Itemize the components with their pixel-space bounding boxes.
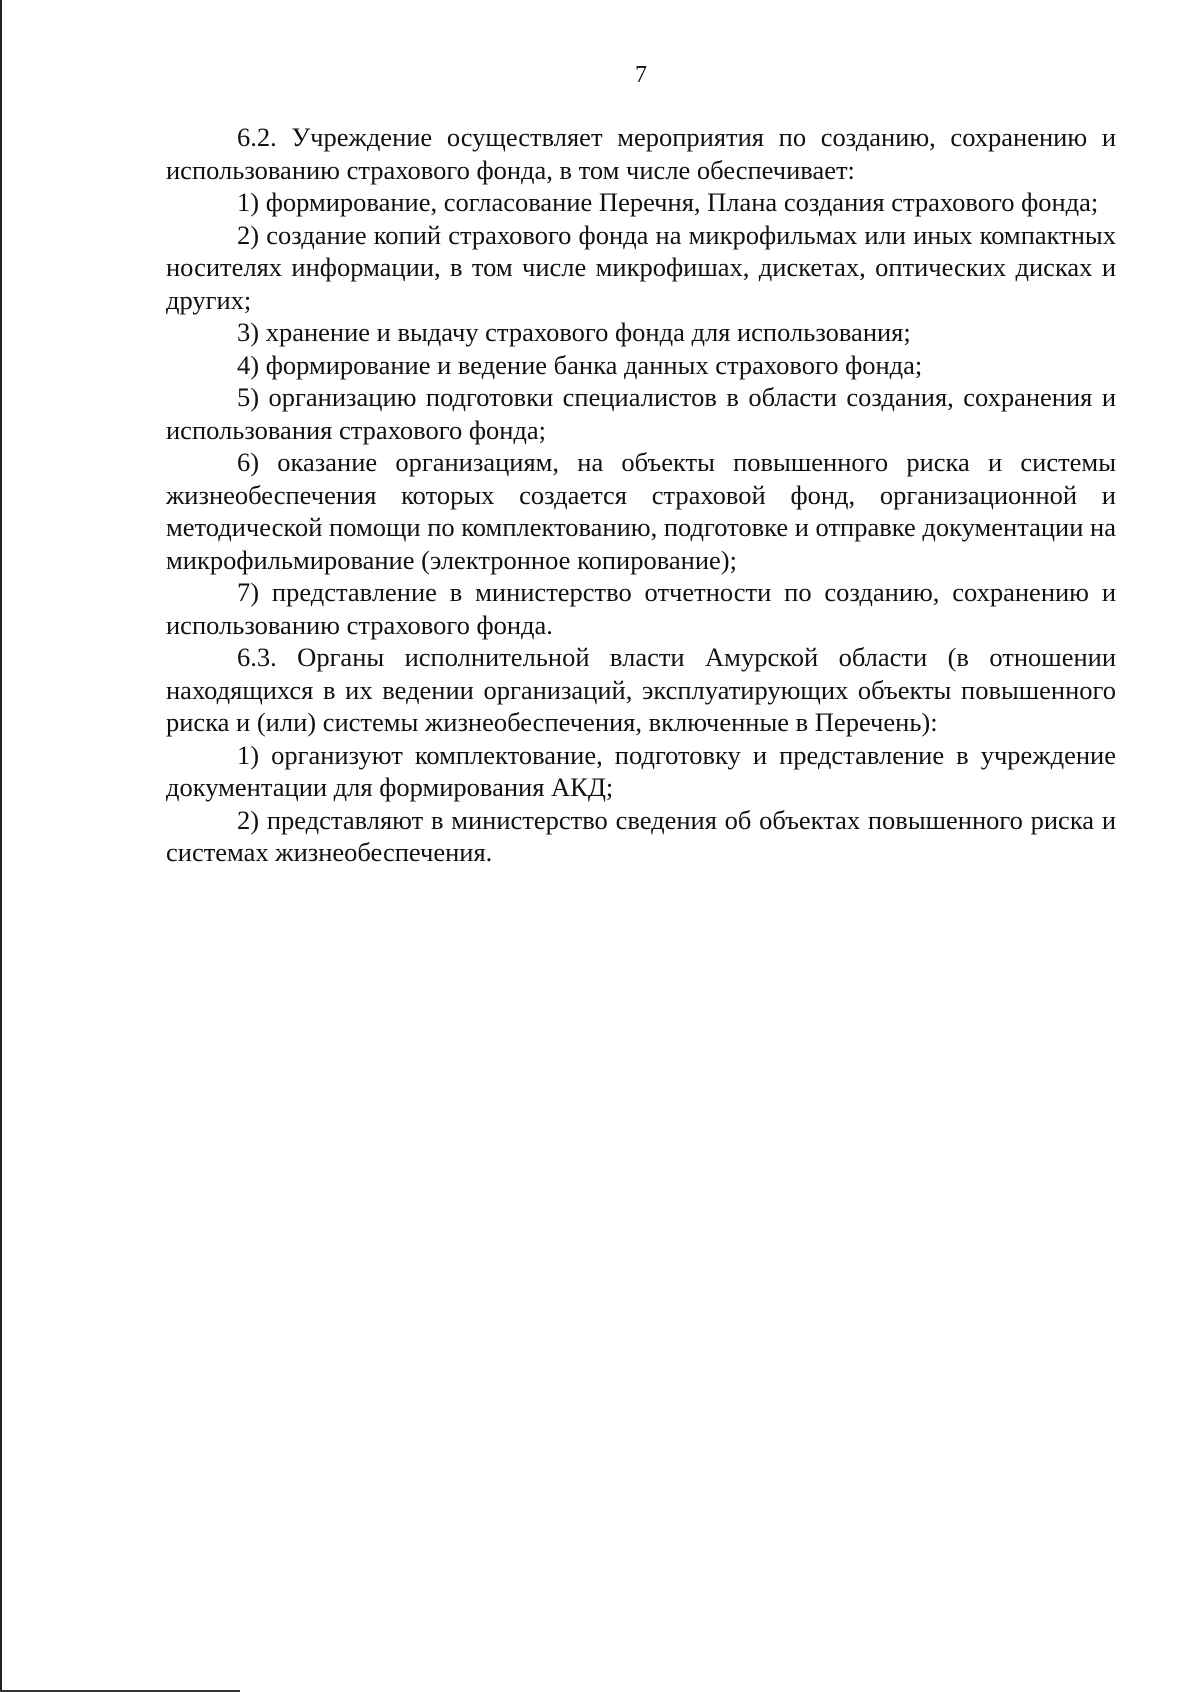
list-item-6-2-5: 5) организацию подготовки специалистов в области создания, сохранения и использования страхового фонда; [166, 382, 1116, 445]
list-item-6-2-2: 2) создание копий страхового фонда на микрофильмах или иных компактных носителях информации, в том числе микрофишах, дискетах, оптических дисках и других; [166, 219, 1116, 315]
page-number: 7 [635, 62, 647, 88]
document-page [166, 0, 1116, 1692]
list-item-6-2-4: 4) формирование и ведение банка данных страхового фонда; [237, 349, 923, 380]
scan-edge [0, 0, 2, 1692]
list-item-6-2-1: 1) формирование, согласование Перечня, Плана создания страхового фонда; [237, 187, 1099, 217]
paragraph-6-3: 6.3. Органы исполнительной власти Амурской области (в отношении находящихся в их ведении организаций, эксплуатирующих объекты повышенного риска и (или) системы жизнеобеспечения, включенные в Перечень): [166, 642, 1116, 737]
list-item-6-2-6: 6) оказание организациям, на объекты повышенного риска и системы жизнеобеспечения которых создается страховой фонд, организационной и методической помощи по комплектованию, подготовке и отправке документации на микрофильмирование (электронное копирование); [166, 447, 1116, 575]
list-item-6-3-1: 1) организуют комплектование, подготовку и представление в учреждение документации для формирования АКД; [166, 739, 1116, 802]
list-item-6-3-2: 2) представляют в министерство сведения об объектах повышенного риска и системах жизнеобеспечения. [166, 804, 1116, 867]
paragraph-6-2: 6.2. Учреждение осуществляет мероприятия по созданию, сохранению и использованию страхового фонда, в том числе обеспечивает: [166, 122, 1116, 185]
list-item-6-2-3: 3) хранение и выдачу страхового фонда для использования; [237, 317, 911, 347]
document-body [166, 121, 1116, 869]
list-item-6-2-7: 7) представление в министерство отчетности по созданию, сохранению и использованию страхового фонда. [166, 577, 1116, 640]
